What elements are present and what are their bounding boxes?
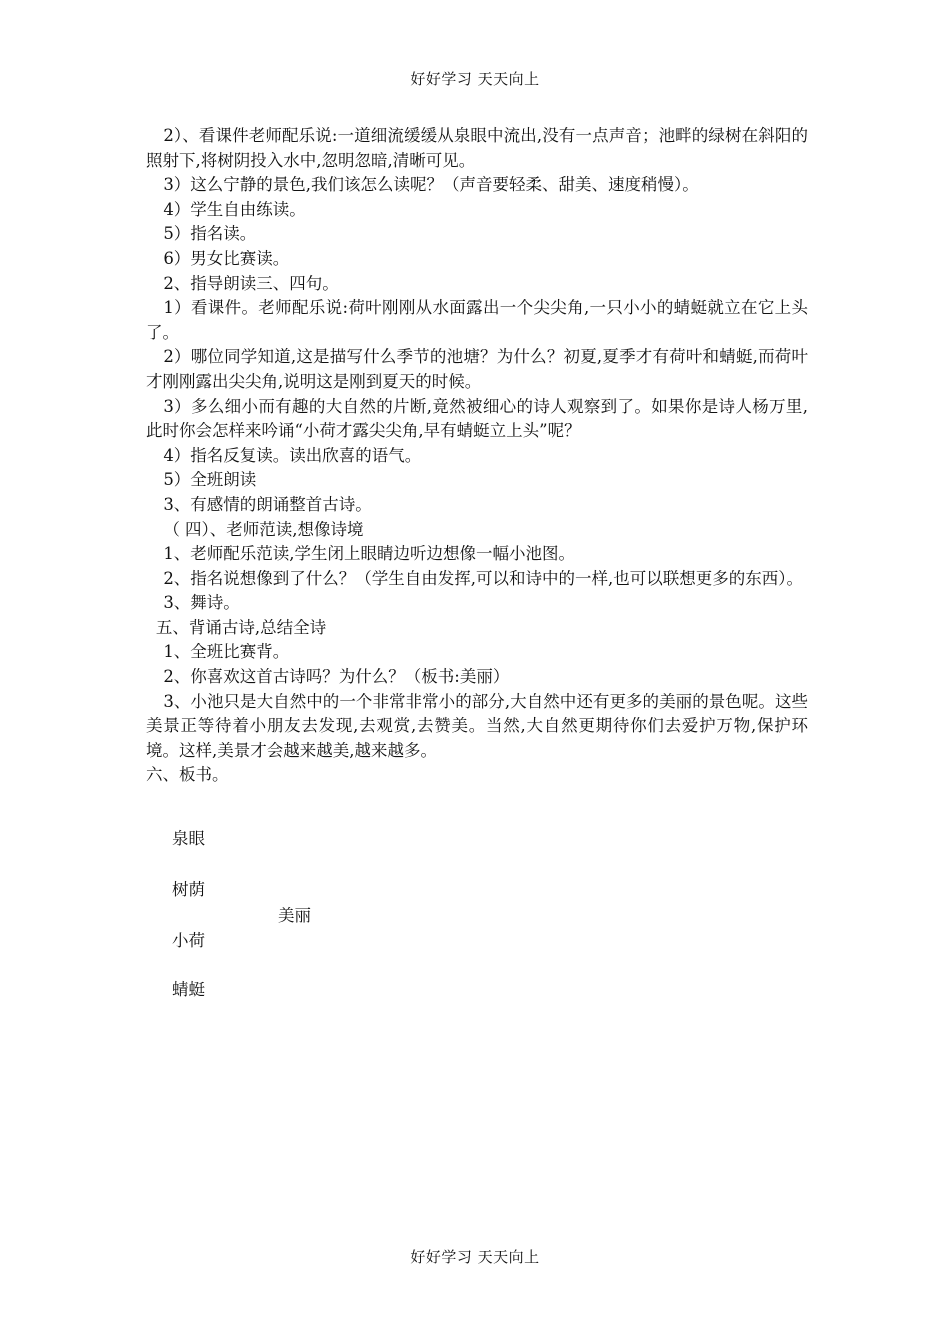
paragraph: 4）学生自由练读。 (163, 199, 306, 219)
paragraph: 5）全班朗读 (163, 470, 257, 490)
section-heading: 五、背诵古诗,总结全诗 (155, 617, 327, 637)
board-item-tree-shade: 树荫 (172, 880, 205, 899)
paragraph: 2）、看课件老师配乐说:一道细流缓缓从泉眼中流出,没有一点声音；池畔的绿树在斜阳的照射下,将树阴投入水中,忽明忽暗,清晰可见。 (146, 126, 808, 170)
paragraph: 6）男女比赛读。 (163, 248, 290, 268)
paragraph: 4）指名反复读。读出欣喜的语气。 (163, 445, 422, 465)
paragraph: 1、全班比赛背。 (163, 642, 290, 662)
paragraph: 3、小池只是大自然中的一个非常非常小的部分,大自然中还有更多的美丽的景色呢。这些美景正等待着小朋友去发现,去观赏,去赞美。当然,大自然更期待你们去爱护万物,保护环境。这样,美景才会越来越美,越来越多。 (146, 691, 808, 760)
paragraph: 3）这么宁静的景色,我们该怎么读呢？（声音要轻柔、甜美、速度稍慢）。 (163, 175, 699, 195)
section-heading: 六、板书。 (146, 765, 229, 785)
paragraph: 5）指名读。 (163, 224, 257, 244)
paragraph: 2、指导朗读三、四句。 (163, 273, 339, 293)
document-body (146, 124, 808, 788)
paragraph: 2、指名说想像到了什么？（学生自由发挥,可以和诗中的一样,也可以联想更多的东西）。 (163, 568, 804, 588)
board-item-dragonfly: 蜻蜓 (172, 980, 205, 999)
section-heading: （ 四）、老师范读,想像诗境 (163, 519, 364, 539)
paragraph: 1、老师配乐范读,学生闭上眼睛边听边想像一幅小池图。 (163, 544, 576, 564)
board-item-beautiful: 美丽 (278, 906, 311, 925)
paragraph: 2）哪位同学知道,这是描写什么季节的池塘？为什么？初夏,夏季才有荷叶和蜻蜓,而荷叶才刚刚露出尖尖角,说明这是刚到夏天的时候。 (146, 347, 808, 391)
paragraph: 1）看课件。老师配乐说:荷叶刚刚从水面露出一个尖尖角,一只小小的蜻蜓就立在它上头了。 (146, 298, 808, 342)
paragraph: 3、有感情的朗诵整首古诗。 (163, 494, 372, 514)
paragraph: 3）多么细小而有趣的大自然的片断,竟然被细心的诗人观察到了。如果你是诗人杨万里,此时你会怎样来吟诵“小荷才露尖尖角,早有蜻蜓立上头”呢？ (146, 396, 808, 441)
page-footer: 好好学习 天天向上 (410, 1248, 540, 1266)
page-header: 好好学习 天天向上 (410, 70, 540, 88)
paragraph: 3、舞诗。 (163, 593, 240, 613)
board-item-spring-eye: 泉眼 (172, 829, 205, 848)
paragraph: 2、你喜欢这首古诗吗？为什么？（板书:美丽） (163, 667, 510, 687)
board-item-little-lotus: 小荷 (172, 931, 205, 950)
